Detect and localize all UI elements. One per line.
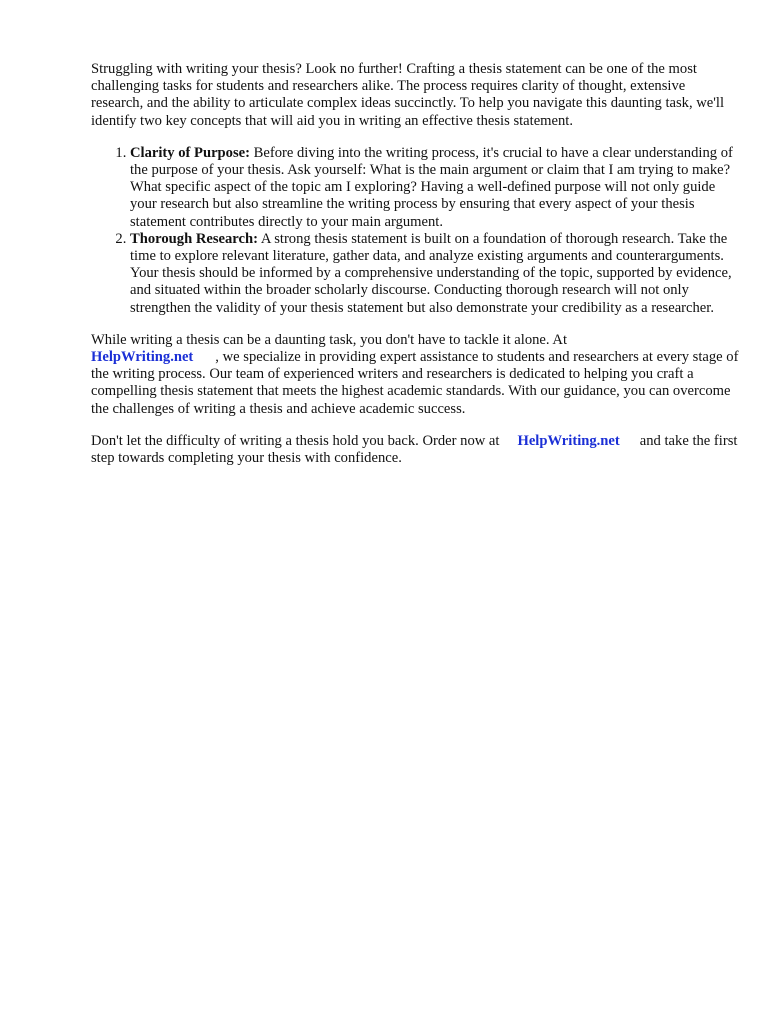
key-concepts-list: [91, 145, 741, 317]
assistance-text-after: , we specialize in providing expert assistance to students and researchers at every stage of the writing process. Our team of experienced writers and researchers is dedicated to helping you craft a compelling thesis statement that meets the highest academic standards. With our guidance, you can overcome the challenges of writing a thesis and achieve academic success.: [91, 349, 739, 417]
closing-text-before: Don't let the difficulty of writing a thesis hold you back. Order now at: [91, 432, 500, 449]
helpwriting-order-link[interactable]: HelpWriting.net: [517, 432, 620, 449]
document-page: [91, 61, 741, 482]
list-item: [130, 145, 741, 231]
concept-term: Thorough Research:: [130, 230, 258, 247]
concept-term: Clarity of Purpose:: [130, 144, 250, 161]
closing-paragraph: [91, 433, 741, 467]
intro-paragraph: Struggling with writing your thesis? Look no further! Crafting a thesis statement can be one of the most challenging tasks for students and researchers alike. The process requires clarity of thought, extensive research, and the ability to articulate complex ideas succinctly. To help you navigate this daunting task, we'll identify two key concepts that will aid you in writing an effective thesis statement.: [91, 61, 725, 129]
closing-text-after: and take the first step towards completing your thesis with confidence.: [91, 432, 738, 467]
list-item: [130, 231, 741, 317]
assistance-paragraph: [91, 332, 741, 418]
concept-text: A strong thesis statement is built on a foundation of thorough research. Take the time to explore relevant literature, gather data, and analyze existing arguments and counterarguments. Your thesis should be informed by a comprehensive understanding of the topic, supported by evidence, and situated within the broader scholarly discourse. Conducting thorough research will not only strengthen the validity of your thesis statement but also demonstrate your credibility as a researcher.: [130, 230, 732, 316]
concept-text: Before diving into the writing process, it's crucial to have a clear understanding of the purpose of your thesis. Ask yourself: What is the main argument or claim that I am trying to make? What specific aspect of the topic am I exploring? Having a well-defined purpose will not only guide your research but also streamline the writing process by ensuring that every aspect of your thesis statement contributes directly to your main argument.: [130, 144, 733, 230]
assistance-text-before: While writing a thesis can be a daunting task, you don't have to tackle it alone. At: [91, 331, 567, 348]
helpwriting-link[interactable]: HelpWriting.net: [91, 349, 194, 366]
